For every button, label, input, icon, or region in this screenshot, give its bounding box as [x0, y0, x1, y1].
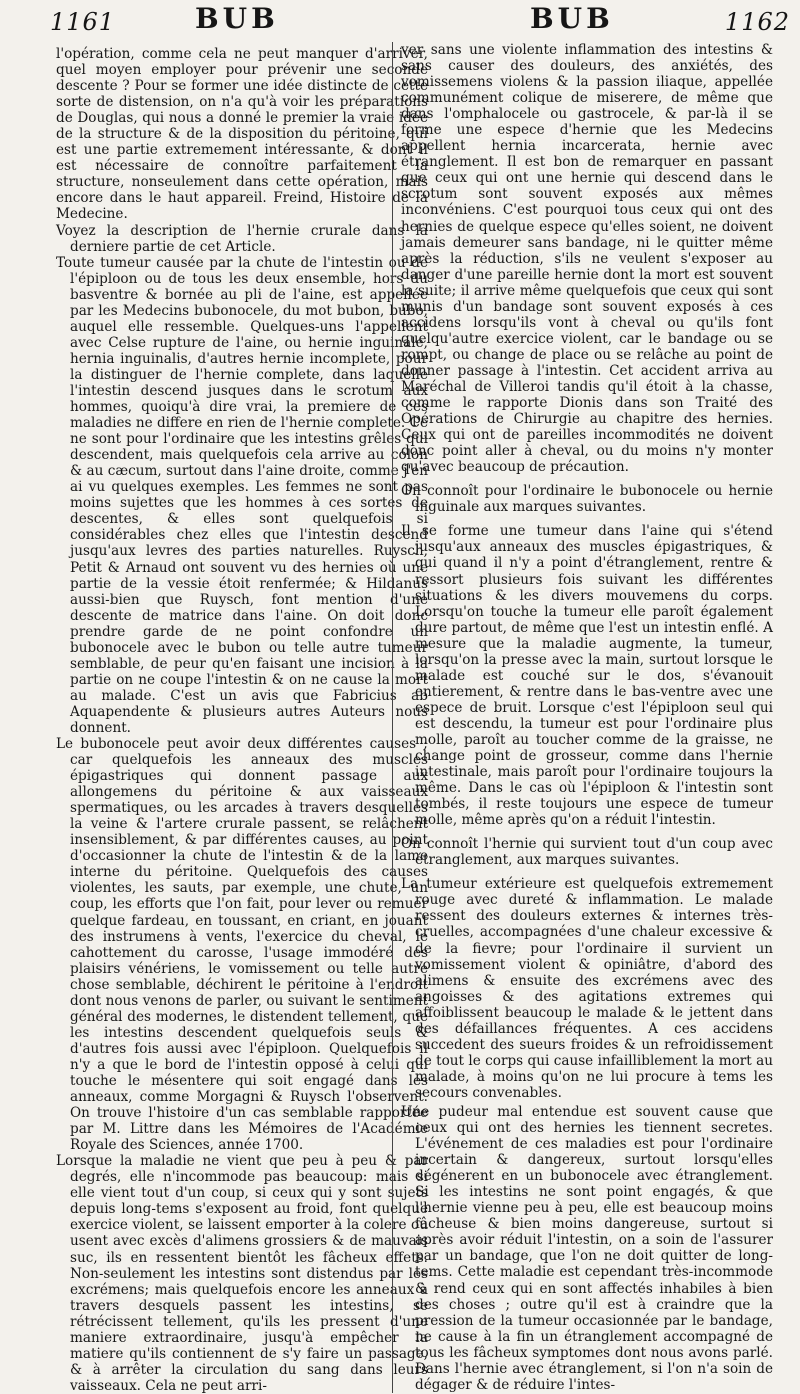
paragraph: Il se forme une tumeur dans l'aine qui s'étend jusqu'aux anneaux des muscles épigastriques, & qui quand il n'y a point d'étranglement, rentre & ressort plusieurs fois suivant les différentes situations & les divers mouvemens du corps. Lorsqu'on touche la tumeur elle paroît également dure partout, de même que l'est un intestin enflé. A mesure que la maladie augmente, la tumeur, lorsqu'on la presse avec la main, surtout lorsque le malade est couché sur le dos, s'évanouit entierement, & rentre dans le bas-ventre avec une espece de bruit. Lorsque c'est l'épiploon seul qui est descendu, la tumeur est pour l'ordinaire plus molle, paroît au toucher comme de la graisse, ne change point de grosseur, comme dans l'hernie intestinale, mais paroît pour l'ordinaire toujours la même. Dans le cas où l'épiploon & l'intestin sont tombés, il reste toujours une espece de tumeur molle, même après qu'on a réduit l'intestin.	[401, 523, 773, 829]
right-page-number: 1162	[724, 8, 790, 36]
paragraph: l'opération, comme cela ne peut manquer d'arriver, quel moyen employer pour prévenir une seconde descente ? Pour se former une idée distincte de cette sorte de distension, on n'a qu'à voir les préparations de Douglas, qui nous a donné le premier la vraie idée de la structure & de la disposition du péritoine, qui est une partie extremement intéressante, & dont il est nécessaire de connoître parfaitement la structure, nonseulement dans cette opération, mais encore dans le haut appareil. Freind, Histoire de la Medecine.	[56, 46, 428, 223]
paragraph: On connoît pour l'ordinaire le bubonocele ou hernie inguinale aux marques suivantes.	[401, 483, 773, 516]
left-headword: BUB	[195, 2, 279, 35]
left-page-header	[50, 2, 430, 42]
left-page-number: 1161	[50, 8, 116, 36]
paragraph: Voyez la description de l'hernie crurale dans la derniere partie de cet Article.	[56, 222, 428, 255]
paragraph: On connoît l'hernie qui survient tout d'un coup avec étranglement, aux marques suivantes.	[401, 836, 773, 869]
left-text-column	[56, 46, 428, 1394]
right-page-header	[410, 2, 790, 42]
paragraph: Toute tumeur causée par la chute de l'intestin ou de l'épiploon ou de tous les deux ensemble, hors du basventre & bornée au pli de l'aine, est appellée par les Medecins bubonocele, du mot bubon, bubo, auquel elle ressemble. Quelques-uns l'appellent avec Celse rupture de l'aine, ou hernie inguinale, hernia inguinalis, d'autres hernie incomplete, pour la distinguer de l'hernie complete, dans laquelle l'intestin descend jusques dans le scrotum aux hommes, quoiqu'à dire vrai, la premiere de ces maladies ne differe en rien de l'hernie complete. Ce ne sont pour l'ordinaire que les intestins grêles qui descendent, mais quelquefois cela arrive au colon & au cæcum, surtout dans l'aine droite, comme j'en ai vu quelques exemples. Les femmes ne sont pas moins sujettes que les hommes à ces sortes de descentes, & elles sont quelquefois si considérables chez elles que l'intestin descend jusqu'aux levres des parties naturelles. Ruysch, Petit & Arnaud ont souvent vu des hernies où une partie de la vessie étoit renfermée; & Hildanus aussi-bien que Ruysch, font mention d'une descente de matrice dans l'aine. On doit donc prendre garde de ne point confondre un bubonocele avec le bubon ou telle autre tumeur semblable, de peur qu'en faisant une incision à la partie on ne coupe l'intestin & on ne cause la mort au malade. C'est un avis que Fabricius ab Aquapendente & plusieurs autres Auteurs nous donnent.	[56, 254, 428, 736]
paragraph: Lorsque la maladie ne vient que peu à peu & par degrés, elle n'incommode pas beaucoup: mais si elle vient tout d'un coup, si ceux qui y sont sujets depuis long-tems s'exposent au froid, font quelque exercice violent, se laissent emporter à la colere ou usent avec excès d'alimens grossiers & de mauvais suc, ils en ressentent bientôt les fâcheux effets. Non-seulement les intestins sont distendus par les excrémens; mais quelquefois encore les anneaux à travers desquels passent les intestins, se rétrécissent tellement, qu'ils les pressent d'une maniere extraordinaire, jusqu'à empêcher la matiere qu'ils contiennent de s'y faire un passage, & à arrêter la circulation du sang dans leurs vaisseaux. Cela ne peut arri-	[56, 1153, 428, 1394]
right-text-column	[392, 42, 773, 1393]
right-headword: BUB	[530, 2, 614, 35]
paragraph: La tumeur extérieure est quelquefois extremement rouge avec dureté & inflammation. Le malade ressent des douleurs externes & internes très-cruelles, accompagnées d'une chaleur excessive & de la fievre; pour l'ordinaire il survient un vomissement violent & opiniâtre, d'abord des alimens & ensuite des excrémens avec des angoisses & des agitations extremes qui affoiblissent beaucoup le malade & le jettent dans des défaillances fréquentes. A ces accidens succedent des sueurs froides & un refroidissement de tout le corps qui cause infailliblement la mort au malade, à moins qu'on ne lui procure à tems les secours convenables.	[401, 876, 773, 1101]
paragraph: ver sans une violente inflammation des intestins & sans causer des douleurs, des anxiétés, des vomissemens violens & la passion iliaque, appellée communément colique de miserere, de même que dans l'omphalocele ou gastrocele, & par-là il se forme une espece d'hernie que les Medecins appellent hernia incarcerata, hernie avec étranglement. Il est bon de remarquer en passant que ceux qui ont une hernie qui descend dans le scrotum sont souvent exposés aux mêmes inconvéniens. C'est pourquoi tous ceux qui ont des hernies de quelque espece qu'elles soient, ne doivent jamais demeurer sans bandage, ni le quitter même après la réduction, s'ils ne veulent s'exposer au danger d'une pareille hernie dont la mort est souvent la suite; il arrive même quelquefois que ceux qui sont munis d'un bandage sont souvent exposés à ces accidens lorsqu'ils vont à cheval ou qu'ils font quelqu'autre exercice violent, car le bandage ou se rompt, ou change de place ou se relâche au point de donner passage à l'intestin. Cet accident arriva au Maréchal de Villeroi tandis qu'il étoit à la chasse, comme le rapporte Dionis dans son Traité des Opérations de Chirurgie au chapitre des hernies. Ceux qui ont de pareilles incommodités ne doivent donc point aller à cheval, ou du moins n'y monter qu'avec beaucoup de précaution.	[401, 42, 773, 476]
paragraph: Le bubonocele peut avoir deux différentes causes ; car quelquefois les anneaux des muscles épigastriques qui donnent passage aux allongemens du péritoine & aux vaisseaux spermatiques, ou les arcades à travers desquelles la veine & l'artere crurale passent, se relâchent insensiblement, & par différentes causes, au point d'occasionner la chute de l'intestin & de la lame interne du péritoine. Quelquefois des causes violentes, les sauts, par exemple, une chute, un coup, les efforts que l'on fait, pour lever ou remuer quelque fardeau, en toussant, en criant, en jouant des instrumens à vents, l'exercice du cheval, le cahottement du carosse, l'usage immodéré des plaisirs vénériens, le vomissement ou telle autre chose semblable, déchirent le péritoine à l'endroit dont nous venons de parler, ou suivant le sentiment général des modernes, le distendent tellement, que les intestins descendent quelquefois seuls & d'autres fois aussi avec l'épiploon. Quelquefois il n'y a que le bord de l'intestin opposé à celui qui touche le mésentere qui soit engagé dans les anneaux, comme Morgagni & Ruysch l'observent. On trouve l'histoire d'un cas semblable rapportée par M. Littre dans les Mémoires de l'Académie Royale des Sciences, année 1700.	[56, 736, 428, 1154]
paragraph: Une pudeur mal entendue est souvent cause que ceux qui ont des hernies les tiennent secretes. L'événement de ces maladies est pour l'ordinaire incertain & dangereux, surtout lorsqu'elles dégénerent en un bubonocele avec étranglement. Si les intestins ne sont point engagés, & que l'hernie vienne peu à peu, elle est beaucoup moins fâcheuse & bien moins dangereuse, surtout si après avoir réduit l'intestin, on a soin de l'assurer par un bandage, que l'on ne doit quitter de long-tems. Cette maladie est cependant très-incommode & rend ceux qui en sont affectés inhabiles à bien des choses ; outre qu'il est à craindre que la pression de la tumeur occasionnée par le bandage, ne cause à la fin un étranglement accompagné de tous les fâcheux symptomes dont nous avons parlé. Dans l'hernie avec étranglement, si l'on n'a soin de dégager & de réduire l'intes-	[401, 1104, 773, 1393]
